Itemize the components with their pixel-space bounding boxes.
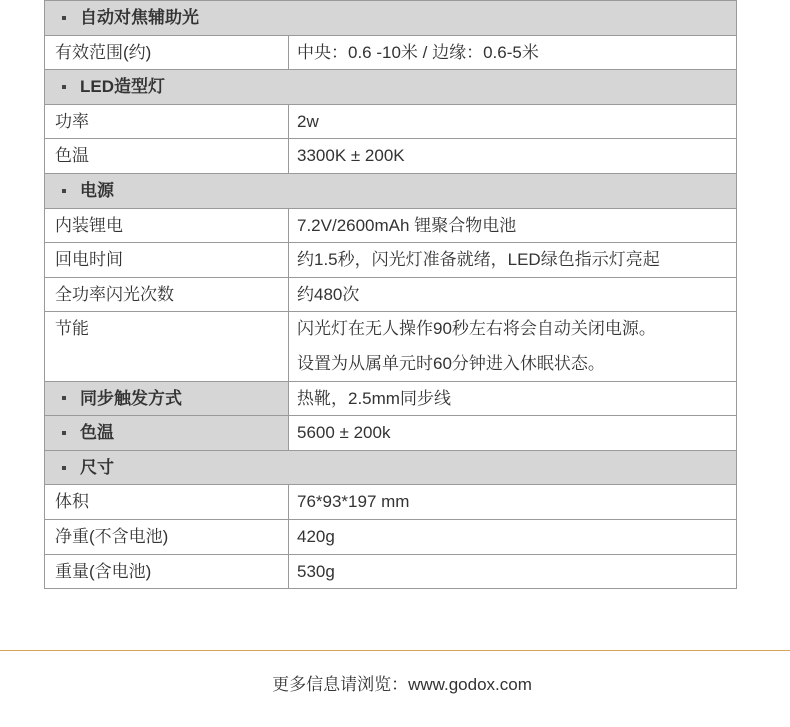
- section-title: 色温: [80, 423, 114, 443]
- section-header-cell: [45, 1, 736, 35]
- spec-row: [45, 278, 736, 313]
- spec-table: [44, 0, 737, 589]
- spec-row: [45, 485, 736, 520]
- spec-label: 有效范围(约): [45, 36, 289, 70]
- spec-value: 530g: [297, 561, 335, 581]
- bullet-square-icon: [62, 396, 66, 400]
- bullet-square-icon: [62, 189, 66, 193]
- spec-value: 中央：0.6 -10米 / 边缘：0.6-5米: [297, 42, 539, 62]
- section-title: 同步触发方式: [80, 388, 182, 408]
- section-row-sync-trigger: [45, 382, 736, 417]
- spec-row: [45, 36, 736, 71]
- spec-row: [45, 209, 736, 244]
- section-header-cell: [45, 416, 289, 450]
- spec-label: 色温: [45, 139, 289, 173]
- spec-value: 热靴，2.5mm同步线: [297, 388, 451, 408]
- spec-row: [45, 105, 736, 140]
- spec-label: 体积: [45, 485, 289, 519]
- section-header-cell: [45, 174, 736, 208]
- section-row-color-temperature: [45, 416, 736, 451]
- section-title: 尺寸: [80, 457, 114, 477]
- spec-row: [45, 139, 736, 174]
- spec-label: 全功率闪光次数: [45, 278, 289, 312]
- section-title: 自动对焦辅助光: [80, 8, 199, 27]
- section-header-cell: [45, 382, 289, 416]
- bullet-square-icon: [62, 466, 66, 470]
- spec-value-line: 设置为从属单元时60分钟进入休眠状态。: [297, 353, 605, 373]
- bullet-square-icon: [62, 16, 66, 20]
- section-title: LED造型灯: [80, 77, 165, 97]
- spec-row: [45, 312, 736, 381]
- spec-label: 节能: [45, 312, 289, 380]
- section-title: 电源: [80, 180, 114, 200]
- bullet-square-icon: [62, 431, 66, 435]
- spec-value-multiline: [289, 312, 736, 380]
- spec-value: 2w: [297, 111, 319, 131]
- section-header-cell: [45, 451, 736, 485]
- footer-divider: [0, 650, 790, 651]
- spec-row: [45, 555, 736, 590]
- spec-label: 功率: [45, 105, 289, 139]
- spec-row: [45, 520, 736, 555]
- section-row-power: [45, 174, 736, 209]
- section-row-led-modeling-light: [45, 70, 736, 105]
- section-header-cell: [45, 70, 736, 104]
- spec-label: 重量(含电池): [45, 555, 289, 589]
- spec-row: [45, 243, 736, 278]
- section-row-af-assist: [45, 1, 736, 36]
- footer-text: 更多信息请浏览：www.godox.com: [272, 675, 532, 694]
- spec-value: 420g: [297, 526, 335, 546]
- spec-value: 约480次: [297, 284, 360, 304]
- section-row-dimensions: [45, 451, 736, 486]
- bullet-square-icon: [62, 85, 66, 89]
- spec-value: 7.2V/2600mAh 锂聚合物电池: [297, 215, 517, 235]
- spec-value: 5600 ± 200k: [297, 423, 391, 443]
- spec-label: 内装锂电: [45, 209, 289, 243]
- spec-label: 回电时间: [45, 243, 289, 277]
- spec-value: 约1.5秒，闪光灯准备就绪，LED绿色指示灯亮起: [297, 250, 660, 270]
- spec-value: 76*93*197 mm: [297, 492, 410, 512]
- spec-value: 3300K ± 200K: [297, 146, 405, 166]
- spec-label: 净重(不含电池): [45, 520, 289, 554]
- spec-value-line: 闪光灯在无人操作90秒左右将会自动关闭电源。: [297, 319, 656, 339]
